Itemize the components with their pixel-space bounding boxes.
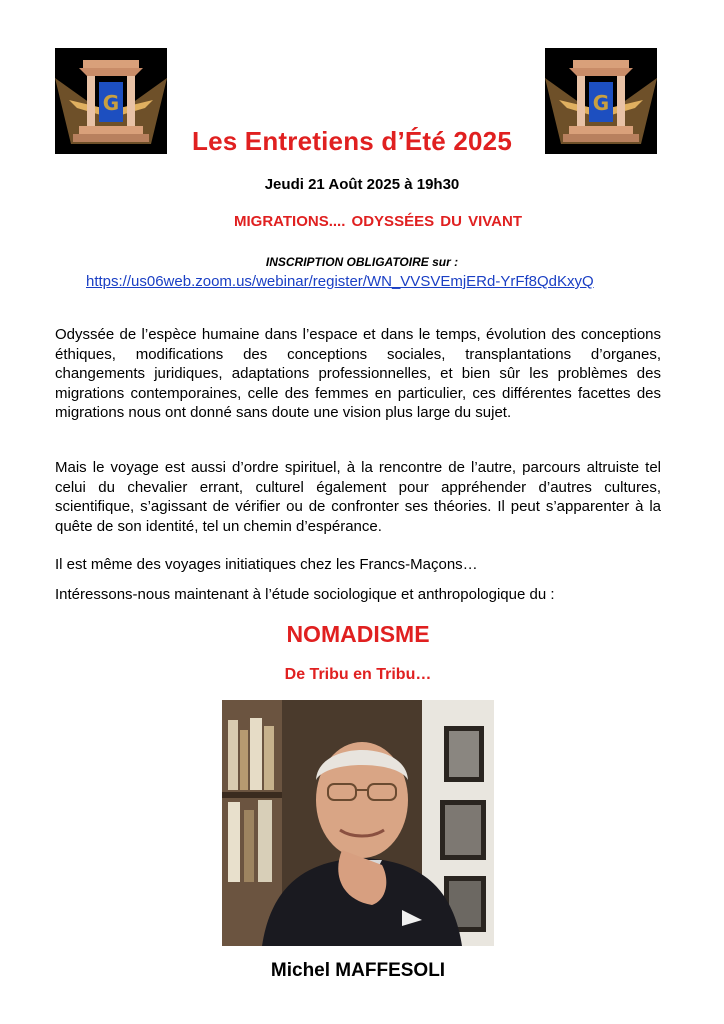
event-title: Les Entretiens d’Été 2025 xyxy=(191,126,513,156)
subject-subtitle: De Tribu en Tribu… xyxy=(284,666,432,683)
speaker-name: Michel MAFFESOLI xyxy=(270,960,446,981)
event-theme: MIGRATIONS.... ODYSSÉES DU VIVANT xyxy=(234,213,522,230)
svg-text:G: G xyxy=(102,91,120,115)
svg-text:G: G xyxy=(592,91,610,115)
intro-paragraph: Odyssée de l’espèce humaine dans l’espace et dans le temps, évolution des conceptions éthiques, modifications des conceptions sociales, transplantations d’organes, changements juridiques, adaptations professionnelles, et bien sûr les problèmes des migrations contemporaines, celle des femmes en particulier, ces différentes facettes des migrations nous ont donné sans doute une vision plus large du sujet. xyxy=(55,326,661,422)
subject-title: NOMADISME xyxy=(286,621,430,647)
initiatic-paragraph: Il est même des voyages initiatiques chez les Francs-Maçons… xyxy=(55,556,478,573)
registration-link[interactable]: https://us06web.zoom.us/webinar/register/WN_VVSVEmjERd-YrFf8QdKxyQ xyxy=(86,273,594,290)
event-date: Jeudi 21 Août 2025 à 19h30 xyxy=(264,176,460,193)
speaker-portrait xyxy=(222,700,494,946)
spiritual-paragraph: Mais le voyage est aussi d’ordre spirituel, à la rencontre de l’autre, parcours altruiste tel celui du chevalier errant, culturel également pour appréhender d’autres cultures, scientifique, s’agissant de vérifier ou de confronter ses théories. Il peut s’apparenter à la quête de son identité, tel un chemin d’espérance. xyxy=(55,459,661,535)
transition-paragraph: Intéressons-nous maintenant à l’étude sociologique et anthropologique du : xyxy=(55,586,555,603)
registration-label: INSCRIPTION OBLIGATOIRE sur : xyxy=(265,255,459,269)
